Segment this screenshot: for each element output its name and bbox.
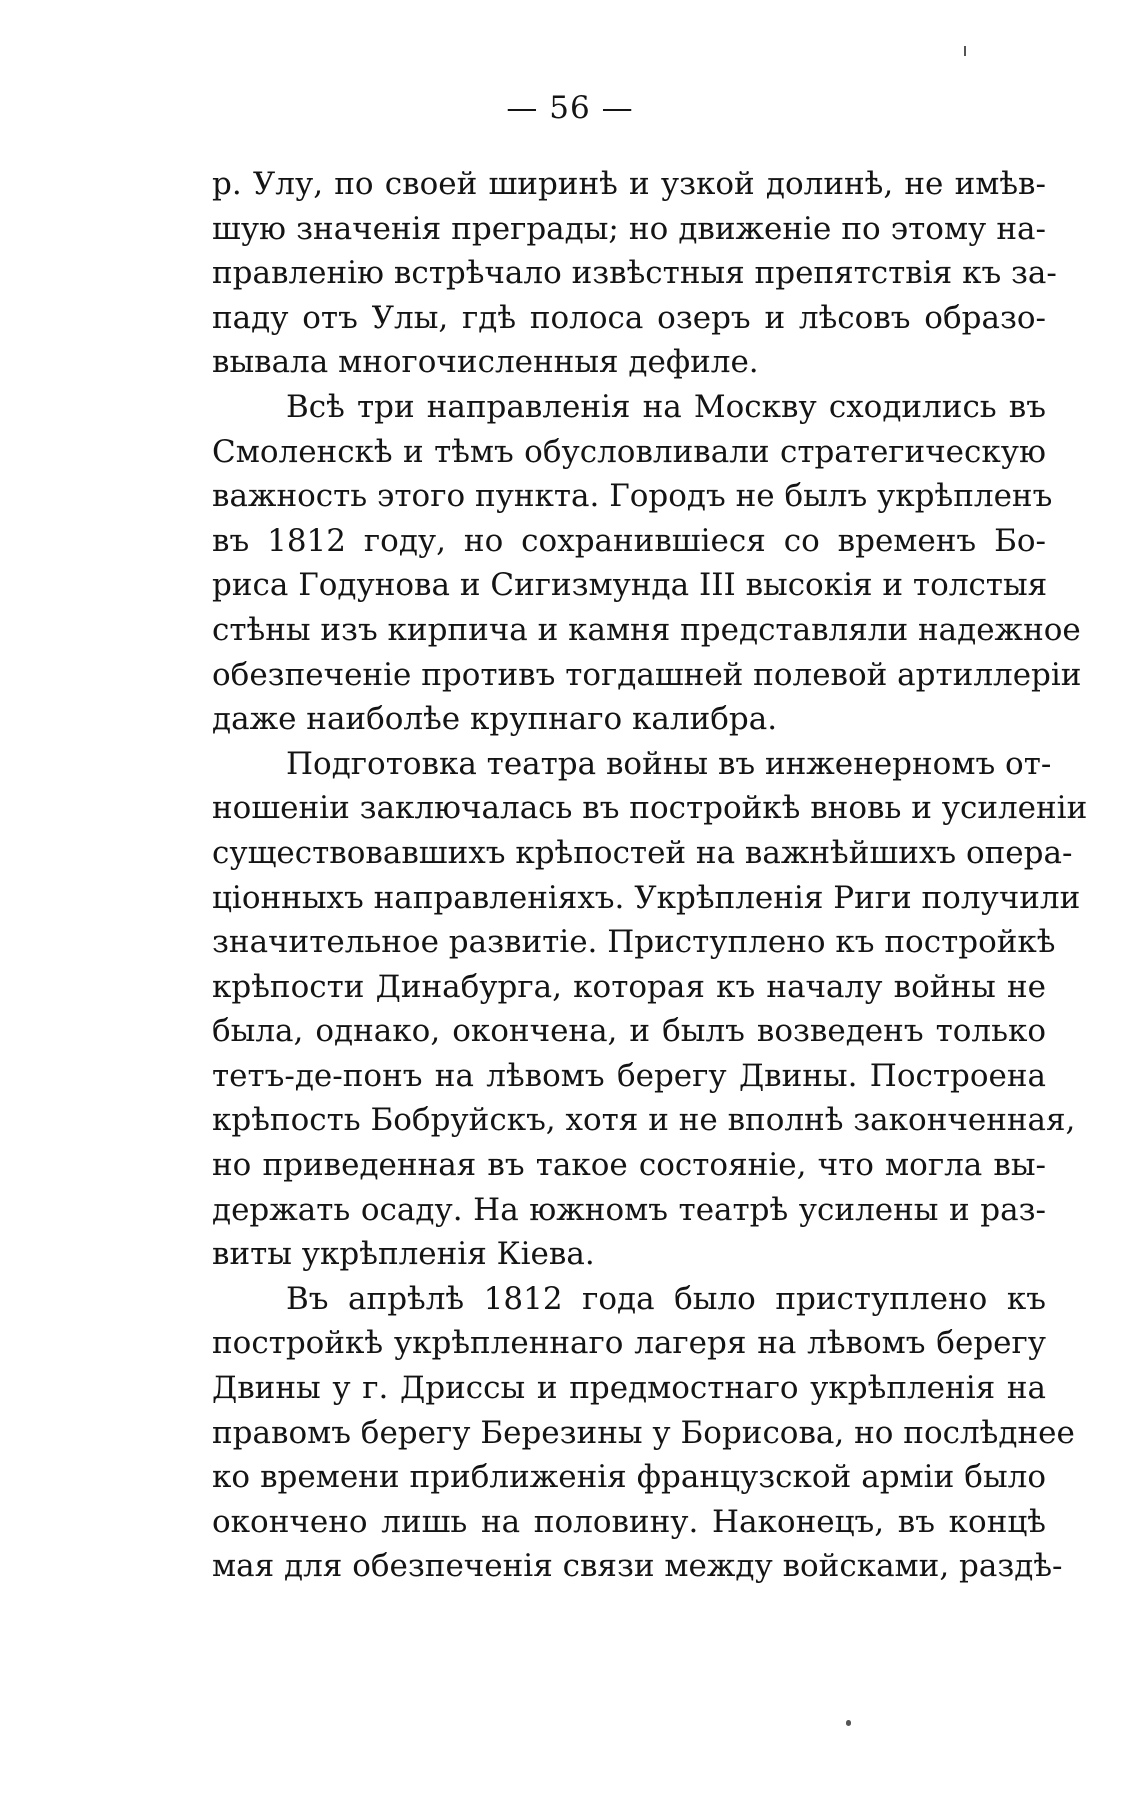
text-line: паду отъ Улы, гдѣ полоса озеръ и лѣсовъ образо- xyxy=(212,299,1046,336)
body-text xyxy=(212,162,1088,1589)
scan-speck xyxy=(964,46,966,56)
text-line: Всѣ три направленія на Москву сходились въ xyxy=(286,388,1046,425)
text-line: крѣпость Бобруйскъ, хотя и не вполнѣ законченная, xyxy=(212,1102,1076,1139)
scan-speck xyxy=(846,1720,851,1726)
page-number: — 56 — xyxy=(506,90,634,126)
paragraph-3 xyxy=(212,742,1088,1277)
text-line: шую значенія преграды; но движеніе по этому на- xyxy=(212,210,1046,247)
text-line: Смоленскѣ и тѣмъ обусловливали стратегическую xyxy=(212,433,1046,470)
text-line: Подготовка театра войны въ инженерномъ от- xyxy=(286,745,1052,782)
text-line: вывала многочисленныя дефиле. xyxy=(212,344,759,381)
text-line: была, однако, окончена, и былъ возведенъ только xyxy=(212,1013,1046,1050)
text-line: существовавшихъ крѣпостей на важнѣйшихъ опера- xyxy=(212,834,1073,871)
text-line: правомъ берегу Березины у Борисова, но послѣднее xyxy=(212,1414,1075,1451)
text-line: ко времени приближенія французской арміи было xyxy=(212,1459,1046,1496)
text-line: стѣны изъ кирпича и камня представляли надежное xyxy=(212,611,1081,648)
text-line: правленію встрѣчало извѣстныя препятствія къ за- xyxy=(212,255,1057,292)
text-line: важность этого пункта. Городъ не былъ укрѣпленъ xyxy=(212,478,1053,515)
text-line: виты укрѣпленія Кіева. xyxy=(212,1236,595,1273)
text-line: держать осаду. На южномъ театрѣ усилены и раз- xyxy=(212,1191,1046,1228)
text-line: ношеніи заключалась въ постройкѣ вновь и усиленіи xyxy=(212,790,1088,827)
text-line: но приведенная въ такое состояніе, что могла вы- xyxy=(212,1147,1046,1184)
text-line: обезпеченіе противъ тогдашней полевой артиллеріи xyxy=(212,656,1082,693)
text-line: постройкѣ укрѣпленнаго лагеря на лѣвомъ берегу xyxy=(212,1325,1046,1362)
paragraph-1 xyxy=(212,162,1057,385)
paragraph-2 xyxy=(212,385,1082,742)
text-line: риса Годунова и Сигизмунда III высокія и толстыя xyxy=(212,567,1048,604)
text-line: значительное развитіе. Приступлено къ постройкѣ xyxy=(212,924,1056,961)
text-line: крѣпости Динабурга, которая къ началу войны не xyxy=(212,968,1046,1005)
text-line: Въ апрѣлѣ 1812 года было приступлено къ xyxy=(286,1280,1046,1317)
text-line: даже наиболѣе крупнаго калибра. xyxy=(212,701,778,738)
text-line: р. Улу, по своей ширинѣ и узкой долинѣ, не имѣв- xyxy=(212,166,1046,202)
paragraph-4 xyxy=(212,1277,1075,1589)
text-line: тетъ-де-понъ на лѣвомъ берегу Двины. Построена xyxy=(212,1057,1046,1094)
text-line: въ 1812 году, но сохранившіеся со временъ Бо- xyxy=(212,522,1046,559)
text-line: мая для обезпеченія связи между войсками, раздѣ- xyxy=(212,1548,1063,1585)
text-line: окончено лишь на половину. Наконецъ, въ концѣ xyxy=(212,1503,1046,1540)
text-line: ціонныхъ направленіяхъ. Укрѣпленія Риги получили xyxy=(212,879,1081,916)
text-line: Двины у г. Дриссы и предмостнаго укрѣпленія на xyxy=(212,1370,1046,1407)
